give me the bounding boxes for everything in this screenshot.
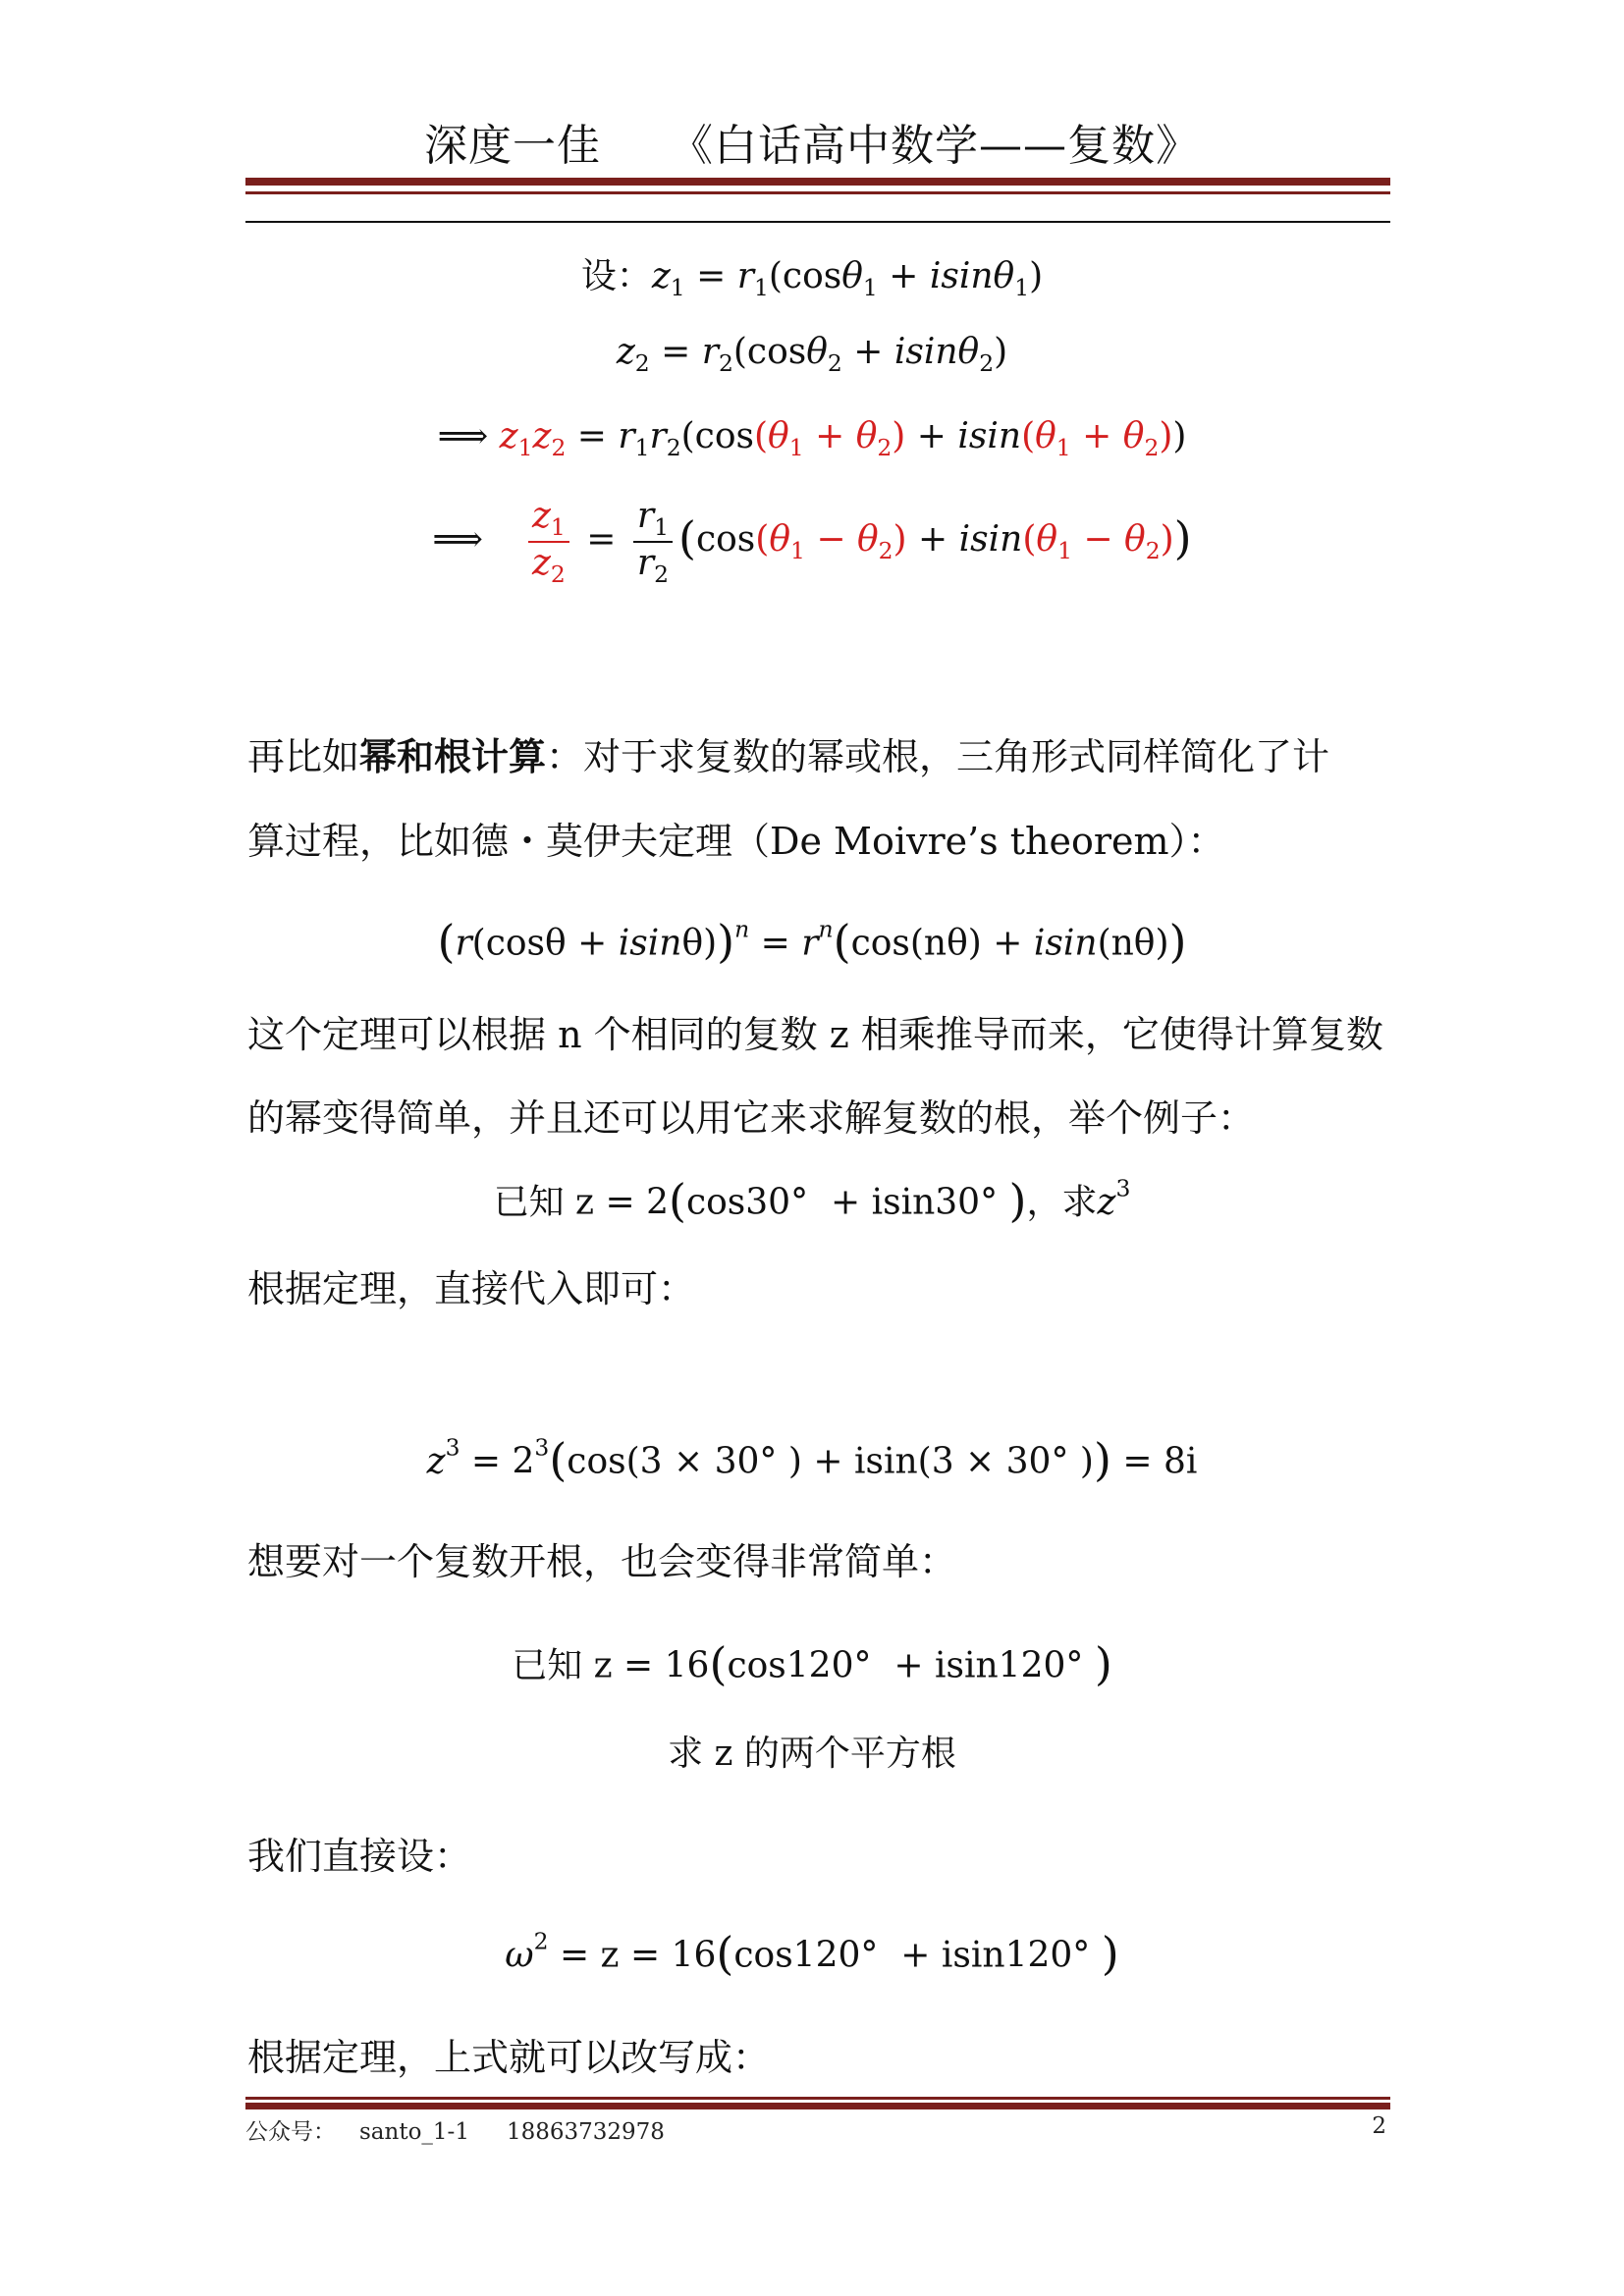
- page-footer: [245, 2113, 1390, 2146]
- footer-label: 公众号：: [245, 2119, 336, 2145]
- paragraph-let-omega: 我们直接设：: [247, 1835, 472, 1878]
- example2-given: 已知 z = 16(cos120° + isin120° ): [512, 1637, 1112, 1690]
- footer-rule-thin: [245, 2097, 1390, 2100]
- formula-z1-def: 设：$z_1 = r_1(\cos\theta_1 + isin\theta_1)$: [580, 256, 1044, 302]
- formula-z2-def: $z_2 = r_2(\cos\theta_2 + isin\theta_2)$: [616, 332, 1008, 378]
- paragraph-theorem-line2: 的幂变得简单，并且还可以用它来求解复数的根，举个例子：: [247, 1096, 1256, 1140]
- header-author: 深度一佳: [424, 121, 601, 171]
- paragraph-powers-line1: 再比如幂和根计算：对于求复数的幂或根，三角形式同样简化了计: [247, 734, 1330, 778]
- footer-rule-thick: [245, 2103, 1390, 2109]
- example1-given: 已知 z = 2(cos30° + isin30° )，求$z^3$: [493, 1174, 1131, 1227]
- example1-result: $z^3 = 2^3(\cos(3 \times 30^\circ$ ) + isin(3 × 30° )) = 8i: [426, 1433, 1198, 1486]
- page-number: 2: [1372, 2113, 1386, 2139]
- paragraph-rewrite: 根据定理，上式就可以改写成：: [247, 2036, 771, 2079]
- bold-term: 幂和根计算: [359, 734, 547, 778]
- formula-product: ⟹ $z_1z_2 = r_1r_2(\cos(\theta_1 + \theta_2) + isin(\theta_1 + \theta_2))$: [437, 416, 1187, 462]
- footer-account: santo_1-1: [359, 2119, 469, 2145]
- page-header: [0, 110, 1624, 173]
- paragraph-substitute: 根据定理，直接代入即可：: [247, 1267, 696, 1310]
- example2-task: 求 z 的两个平方根: [668, 1734, 956, 1774]
- paragraph-powers-line2: 算过程，比如德・莫伊夫定理（De Moivre’s theorem）：: [247, 820, 1225, 863]
- paragraph-roots-intro: 想要对一个复数开根，也会变得非常简单：: [247, 1540, 957, 1583]
- paragraph-theorem-line1: 这个定理可以根据 n 个相同的复数 z 相乘推导而来，它使得计算复数: [247, 1013, 1383, 1056]
- formula-omega: $\omega^2 = z = 16(\cos 120^\circ + isin120^\circ$ ): [505, 1927, 1119, 1980]
- header-rule-thin: [245, 221, 1390, 223]
- header-rule-thick: [245, 178, 1390, 186]
- let-prefix: 设：: [580, 256, 652, 296]
- fraction-r1-over-r2: $\frac{r_1}{r_2}$: [633, 496, 673, 588]
- footer-phone: 18863732978: [506, 2119, 665, 2145]
- header-book-title: 《白话高中数学——复数》: [670, 121, 1200, 171]
- header-rule-double: [245, 191, 1390, 194]
- formula-demoivre: $(r(\cos\theta + isin\theta))^n = r^n(\cos(n\theta) + isin(n\theta))$: [437, 915, 1187, 968]
- formula-quotient: ⟹ $\frac{z_1}{z_2}$ = $\frac{r_1}{r_2}$ $(\cos(\theta_1 - \theta_2) + isin(\theta_1 - \theta_2))$: [432, 496, 1192, 589]
- fraction-z1-over-z2: $\frac{z_1}{z_2}$: [528, 496, 569, 588]
